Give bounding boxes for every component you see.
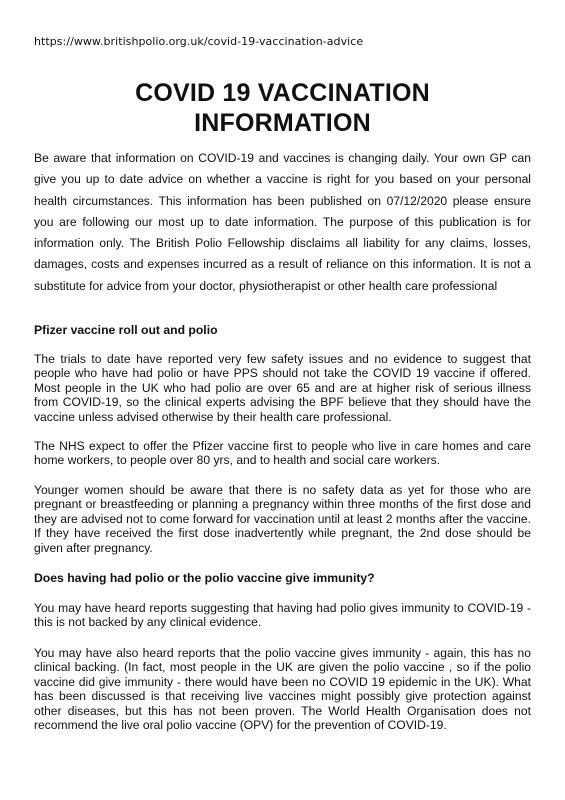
- pfizer-paragraph-2: The NHS expect to offer the Pfizer vaccine first to people who live in care homes and care home workers, to people over 80 yrs, and to health and social care workers.: [34, 439, 531, 468]
- page-title: [40, 78, 525, 138]
- page-url: https://www.britishpolio.org.uk/covid-19-vaccination-advice: [34, 35, 364, 48]
- pfizer-paragraph-3: Younger women should be aware that there is no safety data as yet for those who are pregnant or breastfeeding or planning a pregnancy within three months of the first dose and they are advised not to come forward for vaccination until at least 2 months after the vaccine. If they have received the first dose inadvertently while pregnant, the 2nd dose should be given after pregnancy.: [34, 483, 531, 555]
- section-heading-pfizer: Pfizer vaccine roll out and polio: [34, 323, 218, 337]
- title-line-2: INFORMATION: [194, 109, 371, 137]
- immunity-paragraph-1: You may have heard reports suggesting that having had polio gives immunity to COVID-19 - this is not backed by any clinical evidence.: [34, 601, 531, 630]
- title-line-1: COVID 19 VACCINATION: [135, 79, 430, 107]
- pfizer-paragraph-1: The trials to date have reported very few safety issues and no evidence to suggest that people who have had polio or have PPS should not take the COVID 19 vaccine if offered. Most people in the UK who had polio are over 65 and are at higher risk of serious illness from COVID-19, so the clinical experts advising the BPF believe that they should have the vaccine unless advised otherwise by their health care professional.: [34, 352, 531, 424]
- intro-paragraph: Be aware that information on COVID-19 and vaccines is changing daily. Your own GP can give you up to date advice on whether a vaccine is right for you based on your personal health circumstances. This information has been published on 07/12/2020 please ensure you are following our most up to date information. The purpose of this publication is for information only. The British Polio Fellowship disclaims all liability for any claims, losses, damages, costs and expenses incurred as a result of reliance on this information. It is not a substitute for advice from your doctor, physiotherapist or other health care professional: [34, 151, 531, 293]
- immunity-paragraph-2: You may have also heard reports that the polio vaccine gives immunity - again, this has no clinical backing. (In fact, most people in the UK are given the polio vaccine , so if the polio vaccine did give immunity - there would have been no COVID 19 epidemic in the UK). What has been discussed is that receiving live vaccines might possibly give protection against other diseases, but this has not been proven. The World Health Organisation does not recommend the live oral polio vaccine (OPV) for the prevention of COVID-19.: [34, 646, 531, 733]
- section-heading-immunity: Does having had polio or the polio vaccine give immunity?: [34, 571, 375, 585]
